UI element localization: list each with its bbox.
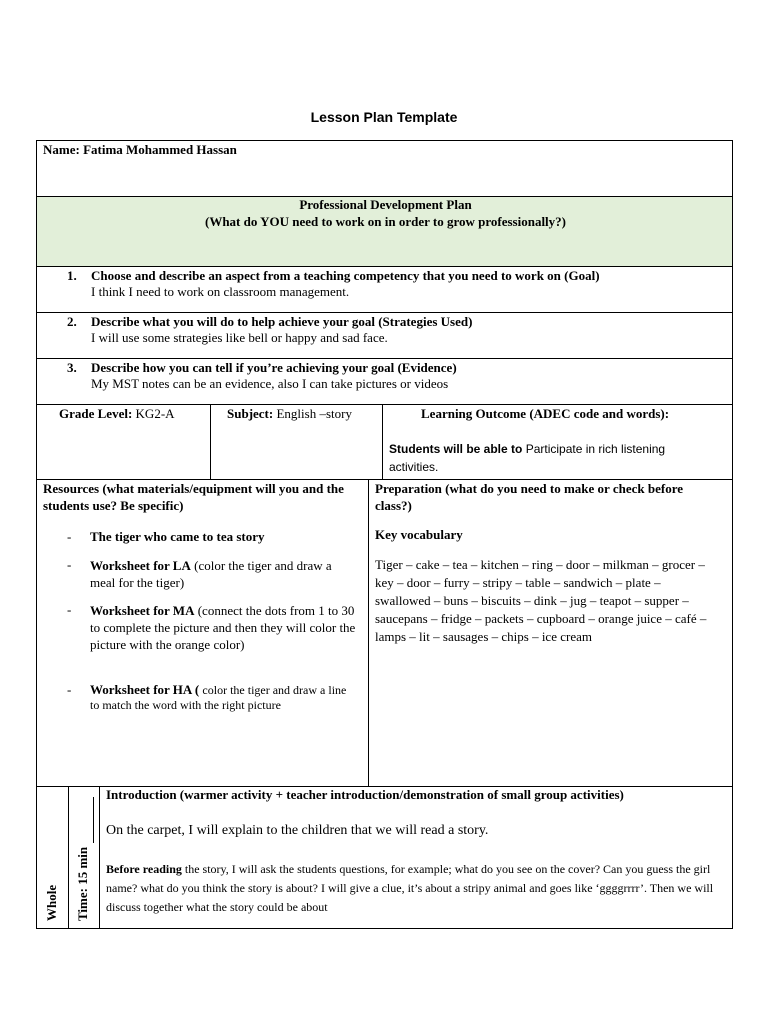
intro-cell xyxy=(99,786,733,929)
time-label: Time: 15 min xyxy=(75,846,90,921)
outcome-text xyxy=(389,440,709,476)
goal-row-2 xyxy=(36,312,733,359)
goal-heading: Describe how you can tell if you’re achieving your goal (Evidence) xyxy=(91,360,457,375)
preparation-heading: Preparation (what do you need to make or check before class?) xyxy=(375,481,684,513)
vocab-heading: Key vocabulary xyxy=(375,527,463,542)
before-reading: Before reading the story, I will ask the students questions, for example; what do you see on the cover? Can you guess the girl name? what do you think the story is about? I will give a clue, it’s about a stripy animal and goes like ‘ggggrrrr’. Then we will discuss together what the story could be about xyxy=(106,862,714,914)
goal-heading: Choose and describe an aspect from a teaching competency that you need to work on (Goal) xyxy=(91,268,600,283)
bullet-dash: - xyxy=(67,557,72,572)
outcome-cell xyxy=(382,404,733,480)
name-row xyxy=(36,140,733,197)
goal-answer: I think I need to work on classroom management. xyxy=(91,284,350,299)
outcome-rest: Participate in rich listening activities. xyxy=(389,442,666,474)
preparation-cell xyxy=(368,479,733,787)
subject-label: Subject: xyxy=(227,406,274,421)
bullet-dash: - xyxy=(67,682,72,697)
whole-label: Whole xyxy=(44,884,59,921)
goal-row-3 xyxy=(36,358,733,405)
resource-item: Worksheet for MA (connect the dots from 1 to 30 to complete the picture and then they will color the picture with the orange color) xyxy=(90,603,356,652)
grade-label: Grade Level: xyxy=(59,406,133,421)
resources-cell xyxy=(36,479,369,787)
outcome-label: Learning Outcome (ADEC code and words): xyxy=(421,406,670,421)
goal-number: 1. xyxy=(67,268,77,283)
resource-item: The tiger who came to tea story xyxy=(90,529,265,544)
bullet-dash: - xyxy=(67,529,72,544)
page-title: Lesson Plan Template xyxy=(310,109,458,125)
grade-level xyxy=(59,406,175,422)
subject xyxy=(227,406,352,422)
intro-side-time xyxy=(68,786,100,929)
goal-number: 2. xyxy=(67,314,77,329)
vocab-list: Tiger – cake – tea – kitchen – ring – door – milkman – grocer – key – door – furry – stripy – table – sandwich – plate – swallowed – buns – biscuits – dink – jug – teapot – supper – saucepans – fridge – packets – cupboard – orange juice – café – lamps – lit – sausages – chips – ice cream xyxy=(375,557,707,644)
goal-heading: Describe what you will do to help achieve your goal (Strategies Used) xyxy=(91,314,473,329)
grade-value: KG2-A xyxy=(132,406,175,421)
pd-plan-header xyxy=(36,196,733,267)
name-label: Name: Fatima Mohammed Hassan xyxy=(43,142,237,157)
goal-number: 3. xyxy=(67,360,77,375)
subject-cell xyxy=(210,404,383,480)
intro-side-whole xyxy=(36,786,69,929)
goal-row-1 xyxy=(36,266,733,313)
pd-plan-subtitle: (What do YOU need to work on in order to grow professionally?) xyxy=(205,214,566,229)
time-underline xyxy=(93,797,94,843)
goal-answer: I will use some strategies like bell or happy and sad face. xyxy=(91,330,388,345)
resources-heading: Resources (what materials/equipment will you and the students use? Be specific) xyxy=(43,481,344,513)
intro-heading: Introduction (warmer activity + teacher introduction/demonstration of small group activities) xyxy=(106,787,624,802)
pd-plan-title: Professional Development Plan xyxy=(299,197,472,212)
subject-value: English –story xyxy=(273,406,352,421)
resource-item: Worksheet for LA (color the tiger and draw a meal for the tiger) xyxy=(90,558,332,590)
bullet-dash: - xyxy=(67,602,72,617)
outcome-bold: Students will be able to xyxy=(389,442,526,456)
grade-cell xyxy=(36,404,211,480)
resource-item: Worksheet for HA ( color the tiger and draw a line to match the word with the right picture xyxy=(90,682,347,712)
goal-answer: My MST notes can be an evidence, also I can take pictures or videos xyxy=(91,376,449,391)
intro-line: On the carpet, I will explain to the children that we will read a story. xyxy=(106,823,489,838)
